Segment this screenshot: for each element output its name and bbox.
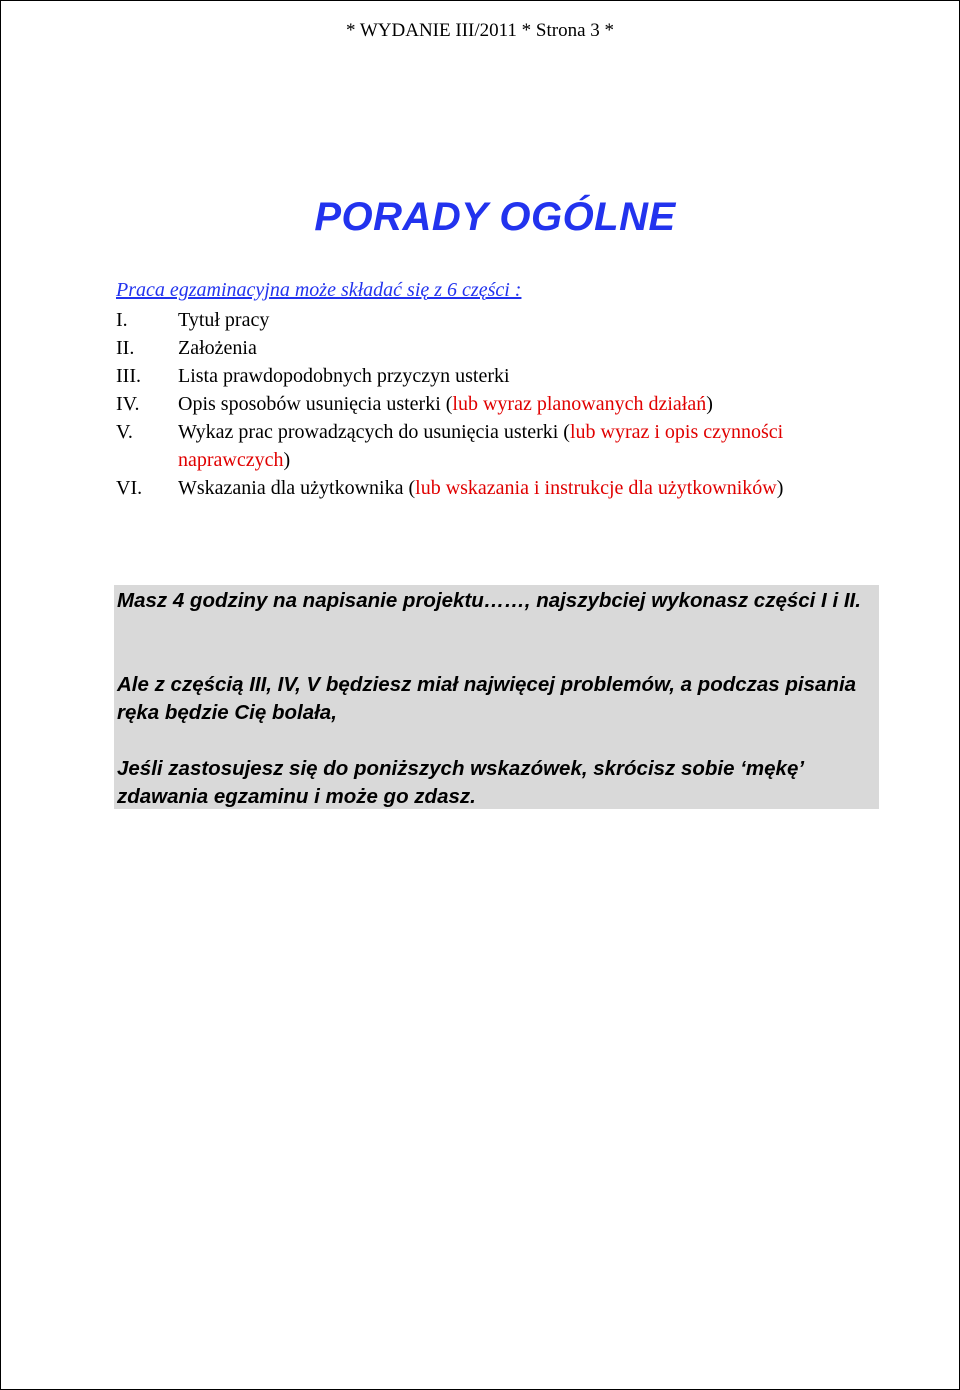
list-item <box>116 474 876 502</box>
list-item <box>116 362 876 390</box>
item-text: Wskazania dla użytkownika (lub wskazania i instrukcje dla użytkowników) <box>178 477 784 499</box>
item-red-text: lub wskazania i instrukcje dla użytkowników <box>415 477 777 499</box>
note-paragraph: Jeśli zastosujesz się do poniższych wskazówek, skrócisz sobie ‘mękę’ zdawania egzaminu i może go zdasz. <box>117 757 804 808</box>
item-number: I. <box>116 309 128 331</box>
page-header: * WYDANIE III/2011 * Strona 3 * <box>345 20 615 41</box>
item-red-text: lub wyraz planowanych działań <box>452 393 707 415</box>
note-paragraph: Ale z częścią III, IV, V będziesz miał najwięcej problemów, a podczas pisania ręka będzie Cię bolała, <box>117 673 857 724</box>
item-number: V. <box>116 421 133 443</box>
item-text: Opis sposobów usunięcia usterki (lub wyraz planowanych działań) <box>178 393 713 415</box>
item-red-text: lub wyraz i opis czynności naprawczych <box>178 421 784 471</box>
item-text: Wykaz prac prowadzących do usunięcia usterki (lub wyraz i opis czynności naprawczych) <box>178 421 784 471</box>
list-item <box>116 418 876 474</box>
list-item <box>116 306 876 334</box>
list-item <box>116 334 876 362</box>
list-item <box>116 390 876 418</box>
item-number: III. <box>116 365 141 387</box>
item-text: Tytuł pracy <box>178 309 270 331</box>
page-title: PORADY OGÓLNE <box>314 195 676 239</box>
item-number: II. <box>116 337 135 359</box>
parts-list <box>116 306 876 502</box>
item-text: Założenia <box>178 337 257 359</box>
intro-text: Praca egzaminacyjna może składać się z 6 części : <box>116 279 522 301</box>
note-paragraph: Masz 4 godziny na napisanie projektu……, najszybciej wykonasz części I i II. <box>117 589 861 612</box>
item-number: IV. <box>116 393 140 415</box>
item-number: VI. <box>116 477 143 499</box>
item-text: Lista prawdopodobnych przyczyn usterki <box>178 365 510 387</box>
